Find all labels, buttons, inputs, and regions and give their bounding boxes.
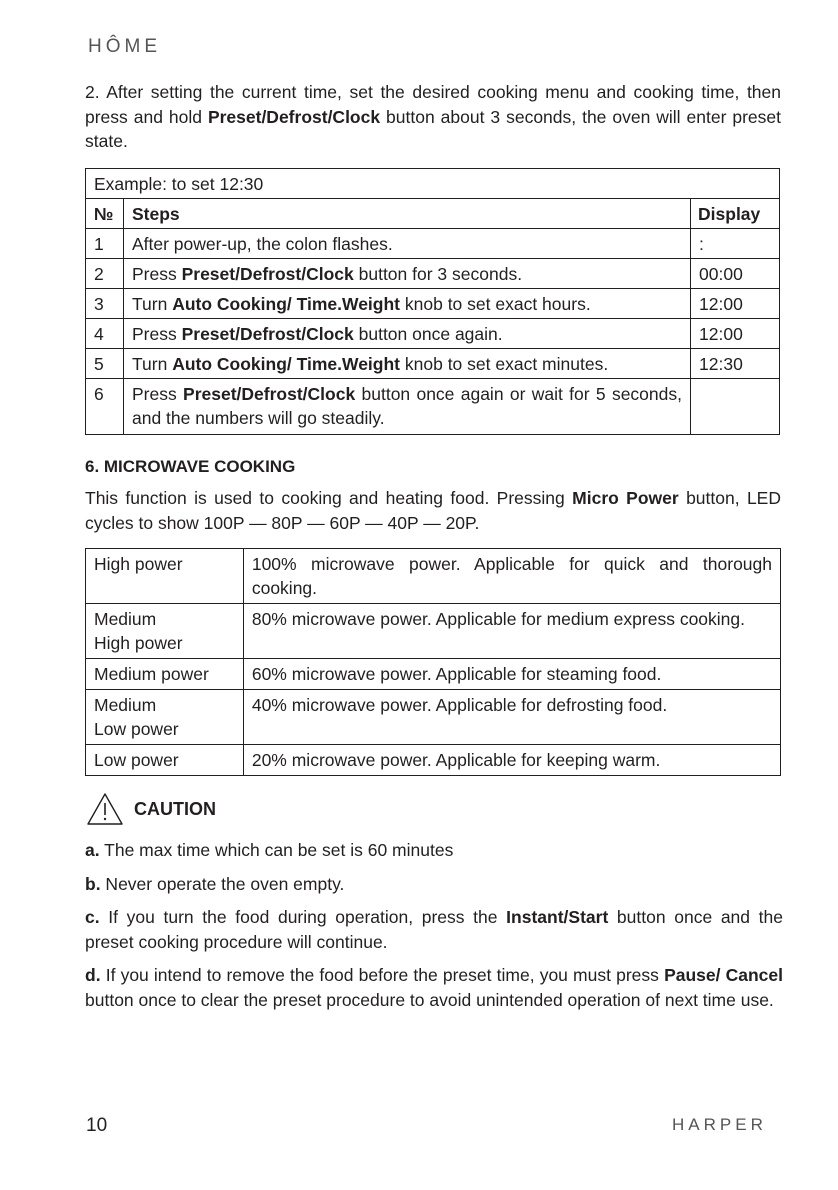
example-table [85,168,780,435]
table-row [86,259,780,289]
row-num: 5 [86,349,124,379]
power-level-name: High power [86,549,244,604]
row-display: 12:30 [691,349,780,379]
table-row [86,289,780,319]
header-display: Display [691,199,780,229]
power-level-desc: 60% microwave power. Applicable for steaming food. [243,659,780,690]
table-row [86,229,780,259]
power-level-desc: 100% microwave power. Applicable for quick and thorough cooking. [243,549,780,604]
power-level-name: Medium power [86,659,244,690]
caution-item: a. The max time which can be set is 60 minutes [85,840,454,860]
caution-item: d. If you intend to remove the food before the preset time, you must press Pause/ Cancel button once to clear the preset procedure to avoid unintended operation of next time use. [85,965,784,1010]
microwave-description: This function is used to cooking and heating food. Pressing Micro Power button, LED cycles to show 100P — 80P — 60P — 40P — 20P. [85,488,781,533]
table-caption: Example: to set 12:30 [86,169,780,199]
caution-title: CAUTION [134,798,216,819]
row-num: 6 [86,379,124,435]
caution-item: b. Never operate the oven empty. [85,874,345,894]
row-step: Press Preset/Defrost/Clock button once again. [123,319,690,349]
power-level-desc: 40% microwave power. Applicable for defrosting food. [243,690,780,745]
header-num: № [86,199,124,229]
header-steps: Steps [123,199,690,229]
caution-item: c. If you turn the food during operation, press the Instant/Start button once and the preset cooking procedure will continue. [85,907,783,952]
row-display: 00:00 [691,259,780,289]
table-row [86,745,781,776]
power-levels-table [85,548,781,776]
row-display: 12:00 [691,319,780,349]
intro-paragraph: 2. After setting the current time, set the desired cooking menu and cooking time, then press and hold Preset/Defrost/Clock button about 3 seconds, the oven will enter preset state. [85,82,781,151]
table-row [86,549,781,604]
row-display [691,379,780,435]
warning-icon [86,792,124,826]
power-level-desc: 80% microwave power. Applicable for medium express cooking. [243,604,780,659]
row-display: 12:00 [691,289,780,319]
row-step: Turn Auto Cooking/ Time.Weight knob to set exact hours. [123,289,690,319]
power-level-name: Medium High power [86,604,244,659]
table-caption-row [86,169,780,199]
table-row [86,349,780,379]
table-row [86,379,780,435]
row-num: 3 [86,289,124,319]
table-header-row [86,199,780,229]
section-title: 6. MICROWAVE COOKING [85,457,296,476]
brand-logo: HARPER [672,1115,767,1134]
caution-heading [86,792,216,826]
row-num: 2 [86,259,124,289]
row-num: 1 [86,229,124,259]
table-row [86,690,781,745]
power-level-name: Medium Low power [86,690,244,745]
row-step: Press Preset/Defrost/Clock button once again or wait for 5 seconds, and the numbers will go steadily. [123,379,690,435]
power-level-name: Low power [86,745,244,776]
power-level-desc: 20% microwave power. Applicable for keeping warm. [243,745,780,776]
home-logo: HÔME [88,36,161,57]
page-number: 10 [86,1115,108,1136]
row-num: 4 [86,319,124,349]
row-step: Press Preset/Defrost/Clock button for 3 seconds. [123,259,690,289]
row-step: Turn Auto Cooking/ Time.Weight knob to set exact minutes. [123,349,690,379]
table-row [86,604,781,659]
row-step: After power-up, the colon flashes. [123,229,690,259]
table-row [86,319,780,349]
table-row [86,659,781,690]
row-display: : [691,229,780,259]
